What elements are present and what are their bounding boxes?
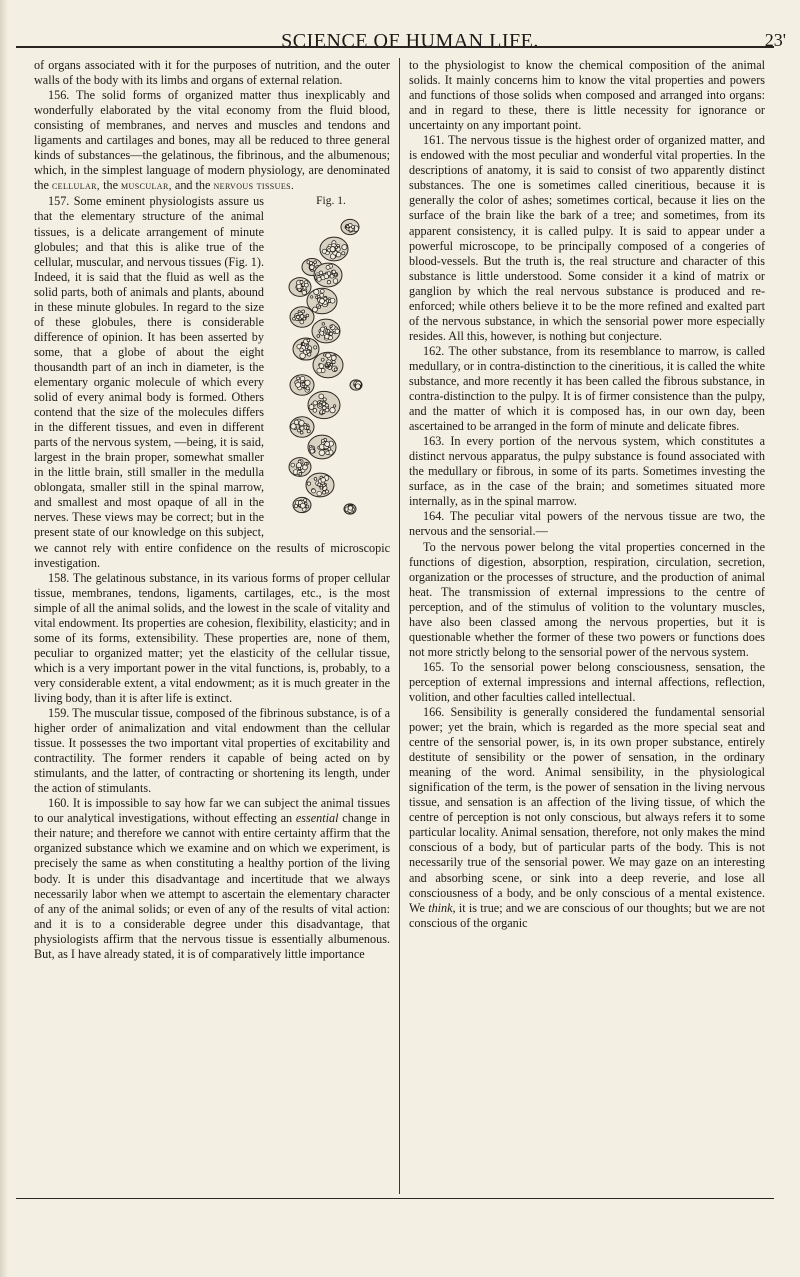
globule-cluster: [289, 458, 311, 477]
globule: [325, 330, 327, 332]
globule: [317, 335, 320, 338]
globule: [312, 489, 316, 493]
globule: [291, 424, 296, 429]
globule: [313, 409, 317, 413]
globule: [326, 353, 331, 358]
globule: [327, 363, 330, 366]
paragraph-continued: of organs associated with it for the purposes of nutrition, and the outer walls of the body with its limbs and organs of external relation.: [34, 58, 390, 88]
globule: [323, 398, 326, 401]
paragraph-159: 159. The muscular tissue, composed of the fibrinous substance, is of a higher order of animalization and vital endowment than the cellular tissue. It possesses the two important vital properties of excitability and contractility. The former renders it capable of being acted on by stimulants, and the latter, of contracting or shortening its length, under the action of stimulants.: [34, 706, 390, 796]
globule: [317, 296, 320, 299]
header-rule: [16, 46, 774, 48]
globule-cluster: [289, 278, 311, 297]
globule: [291, 464, 295, 468]
globule: [293, 318, 296, 321]
globule: [322, 250, 326, 254]
globule: [342, 245, 347, 250]
globule: [294, 420, 298, 424]
globule: [326, 451, 330, 455]
globule: [305, 284, 309, 288]
globule: [307, 350, 310, 353]
globule-cluster: [290, 417, 314, 437]
paragraph-160: [34, 796, 390, 962]
footer-rule: [16, 1198, 774, 1199]
term-cellular: cellular,: [51, 180, 101, 193]
emphasis-essential: essential: [295, 811, 339, 826]
globule: [349, 224, 353, 228]
globule: [302, 383, 305, 386]
globule: [309, 405, 314, 410]
globule: [336, 253, 341, 258]
globule: [325, 442, 330, 447]
globule: [333, 405, 335, 407]
globule: [322, 411, 325, 414]
paragraph-166-text: 166. Sensibility is generally considered the fundamental sensorial power; yet the brain, which is regarded as the more special seat and centre of the sensorial power, is, in its own proper substance, entirely destitute of sensibility or the power of sensation, in the ordinary meaning of the word. Animal sensibility, in the physiological signification of the term, is the power of sensation in the living nervous tissue, and sensation is an affection of the living tissue, of which the centre of perception is not only conscious, but always refers it to some particular locality. Animal sensation, therefore, not only makes the mind conscious of a body, but of particular parts of the body. This is not necessarily true of the sensorial power. We may gaze on an interesting and absorbing scene, or sink into a deep reverie, and lose all consciousness of a body, and be only conscious of a mental existence. We: [409, 705, 765, 915]
globule: [313, 307, 318, 312]
paragraph-162: 162. The other substance, from its resemblance to marrow, is called medullary, or in contra-distinction to the cineritious, it is called the white substance, and more recently it has been called the fibrous substance, in contra-distinction to the pulpy. It is of firmer consistence than the pulpy, and the matter of which it is composed has, in our own day, been ascertained to be arranged in the form of minute and delicate fibres.: [409, 343, 765, 434]
globule: [317, 492, 322, 497]
globule: [314, 346, 317, 349]
globule: [319, 394, 324, 399]
globule: [321, 478, 326, 483]
globule: [320, 299, 325, 304]
globule: [355, 384, 360, 389]
globule: [302, 310, 305, 313]
paragraph-163: 163. In every portion of the nervous system, which constitutes a distinct nervous apparatus, the pulpy substance is found associated with the medullary or fibrous, in some of its parts. Sometimes investing the surface, as in the case of the brain; and sometimes situated more internally, as in the spinal marrow.: [409, 434, 765, 509]
globule: [325, 335, 329, 339]
paragraph-158: 158. The gelatinous substance, in its various forms of proper cellular tissue, membranes, tendons, ligaments, cartilages, etc., is the most simple of all the animal solids, and the lowest in the scale of vitality and vital endowment. Its properties are cohesion, flexibility, elasticity; and in some of its forms, extensibility. These properties are, none of them, peculiar to organized matter; yet the elasticity of the cellular tissue, which is a very important power in the vital functions, is, probably, to a very considerable extent, a vital endowment; as it is much greater in the living body, than it is after life is extinct.: [34, 570, 390, 705]
globule: [300, 377, 305, 382]
globules-illustration: [272, 209, 390, 524]
paragraph-164-cont: To the nervous power belong the vital properties concerned in the functions of digestion, absorption, respiration, circulation, secretion, organization or the processes of structure, and the production of animal heat. The transmission of external impressions to the centre of perception, and of the stimulus of volition to the voluntary muscles, have also been classed among the nervous properties, but it is questionable whether the former of these two powers or functions does not more strictly belong to the sensorial power of the nervous system.: [409, 539, 765, 659]
globule: [327, 281, 330, 284]
globule-cluster: [308, 436, 336, 460]
globule: [314, 478, 317, 481]
globule-cluster: [341, 220, 359, 235]
paragraph-156-text-c: and the: [174, 178, 211, 193]
globule: [323, 491, 326, 494]
paragraph-165: 165. To the sensorial power belong consciousness, sensation, the perception of external impressions and internal affections, reflection, volition, and other faculties called intellectual.: [409, 659, 765, 704]
globule-cluster: [293, 338, 319, 360]
globule-cluster: [293, 498, 311, 513]
globule: [310, 265, 314, 269]
paragraph-156-text-b: the: [103, 178, 118, 193]
figure-1: [272, 194, 390, 524]
paragraph-164: 164. The peculiar vital powers of the nervous tissue are two, the nervous and the sensorial.—: [409, 509, 765, 539]
figure-label: Fig. 1.: [316, 195, 346, 208]
page-number: 23': [764, 30, 786, 50]
globule: [326, 266, 330, 270]
globule: [335, 329, 339, 333]
globule-cluster: [306, 474, 334, 498]
globule: [306, 315, 309, 318]
paragraph-continued-right: to the physiologist to know the chemical composition of the animal solids. It mainly concerns him to know the vital properties and powers and functions of those solids when composed and arranged into organs: and in regard to these, there is little necessity for ignorance or uncertainty on any important point.: [409, 58, 765, 133]
globule: [323, 354, 325, 356]
globule: [319, 404, 322, 407]
globule: [300, 315, 304, 319]
term-muscular: muscular,: [121, 180, 172, 193]
paragraph-166: [409, 705, 765, 931]
globule: [304, 463, 307, 466]
globule: [321, 440, 324, 443]
globule: [332, 361, 335, 364]
globule: [319, 271, 323, 275]
globule: [300, 427, 304, 431]
globule-cluster: [308, 392, 340, 419]
globule: [330, 299, 335, 304]
globule: [319, 364, 324, 369]
globule: [320, 290, 324, 294]
paragraph-161: 161. The nervous tissue is the highest order of organized matter, and is endowed with the most peculiar and wonderful vital properties. In the descriptions of anatomy, it is said to consist of two apparently distinct substances. The one is sometimes called cineritious, because it is generally the color of ashes; sometimes cortical, because it lies on the surface of the brain like the bark of a tree; and sometimes, from its apparent consistency, it is called pulpy. It is said to appear under a powerful microscope, to be principally composed of a congeries of blood-vessels. But the truth is, the real structure and character of this substance is little understood. Some consider it a kind of matrix or ganglion by which the real nervous substance is produced and re-enforced; while others believe it to be the more refined and exalted part of the nervous substance, in which the sensorial power more especially resides. All this, however, is nothing but conjecture.: [409, 133, 765, 343]
globule-cluster: [320, 238, 348, 262]
globule-cluster: [313, 353, 343, 379]
globule: [327, 272, 331, 276]
globule: [302, 291, 306, 295]
globule: [305, 381, 310, 386]
globule: [334, 368, 337, 371]
globule: [307, 339, 310, 342]
globule: [325, 404, 328, 407]
emphasis-think: think,: [428, 900, 456, 915]
globule: [322, 323, 325, 326]
globule: [300, 321, 304, 325]
paragraph-156-text: 156. The solid forms of organized matter thus inexplicably and wonderfully elaborated by the vital economy from the fluid blood, consisting of membranes, and nerves and muscles and tendons and ligaments and cartilages and bones, may all be reduced to three general kinds of substances—the gelatinous, the fibrinous, and the albumenous; which, in the simplest language of modern physiology, are denominated the: [34, 88, 390, 193]
globule-cluster: [290, 375, 314, 395]
globule: [294, 505, 297, 508]
term-nervous: nervous tissues.: [213, 180, 295, 193]
globule: [304, 424, 307, 427]
globule: [307, 430, 310, 433]
globule: [330, 408, 335, 413]
paragraph-157: 157. Some eminent physiologists assure us that the elementary structure of the animal tissues, is a delicate arrangement of minute globules; and that this is alike true of the cellular, muscular, and nervous tissues (Fig. 1). Indeed, it is said that the fluid as well as the solid parts, both of animals and plants, abound in these minute globules. In regard to the size of these globules, there is considerable difference of opinion. It has been asserted by some, that a globe of about the eight thousandth part of an inch in diameter, is the elementary organic molecule of which every solid of every animal body is formed. Others contend that the size of the molecules differs in the different tissues, and even in different parts of the nervous system, —being, it is said, largest in the brain proper, somewhat smaller in the little brain, still smaller in the medulla oblongata, smaller still in the spinal marrow, and smallest and most opaque of all in the nerves. These views may be correct; but in the present state of our knowledge on this subject, we cannot rely with entire confidence on the results of microscopic investigation.: [34, 194, 390, 570]
globule: [299, 473, 302, 476]
globule: [321, 359, 324, 362]
globule-cluster: [312, 320, 340, 344]
globule: [319, 450, 325, 456]
globule: [310, 449, 314, 453]
globule: [300, 281, 303, 284]
globule: [307, 482, 310, 485]
globule: [348, 506, 352, 510]
globule: [330, 326, 332, 328]
globule-cluster: [314, 264, 342, 288]
running-title: SCIENCE OF HUMAN LIFE.: [281, 30, 539, 52]
globule: [333, 279, 338, 284]
globule: [297, 463, 302, 468]
page-header: [30, 10, 790, 50]
globule: [300, 432, 303, 435]
globule-cluster: [350, 380, 362, 390]
column-divider: [399, 58, 400, 1194]
globule: [314, 290, 319, 295]
globule: [297, 377, 300, 380]
globule-cluster: [344, 504, 356, 514]
globule: [300, 353, 306, 359]
globule: [342, 252, 345, 255]
globule: [330, 247, 335, 252]
paragraph-156: [34, 88, 390, 194]
globule: [306, 387, 309, 390]
globule: [335, 247, 337, 249]
scan-edge-shadow: [0, 0, 8, 1277]
left-column: [34, 58, 390, 962]
globule: [332, 270, 336, 274]
globule: [309, 262, 312, 265]
globule: [302, 343, 305, 346]
globule: [329, 333, 332, 336]
globule: [296, 383, 301, 388]
globule: [297, 285, 302, 290]
globule: [306, 506, 309, 509]
globule: [311, 296, 313, 298]
paragraph-160-text: 160. It is impossible to say how far we can subject the animal tissues to our analytical investigations, without effecting an: [34, 796, 390, 826]
right-column: [409, 58, 765, 931]
globule: [318, 306, 321, 309]
paragraph-160-text-b: change in their nature; and therefore we cannot with entire certainty affirm that the organized substance which we examine and on which we experiment, is precisely the same as when constituting a healthy portion of the living body. It is under this disadvantage and incertitude that we always necessarily labor when we attempt to ascertain the elementary character of any of the animal solids; or even of any of the results of vital action: and it is to a considerable degree under this disadvantage, that physiologists affirm that the nervous tissue is essentially albumenous. But, as I have already stated, it is of comparatively little importance: [34, 811, 391, 961]
globule: [320, 487, 323, 490]
globule: [317, 278, 321, 282]
globule: [305, 503, 307, 505]
globule: [317, 369, 322, 374]
globule: [313, 401, 317, 405]
globule: [331, 356, 336, 361]
globule-cluster: [307, 289, 337, 315]
globule: [300, 348, 304, 352]
globule: [296, 316, 299, 319]
globule: [306, 427, 309, 430]
paragraph-166-text-b: it is true; and we are conscious of our thoughts; but we are not conscious of the organic: [409, 900, 766, 930]
globule-cluster: [290, 307, 314, 327]
